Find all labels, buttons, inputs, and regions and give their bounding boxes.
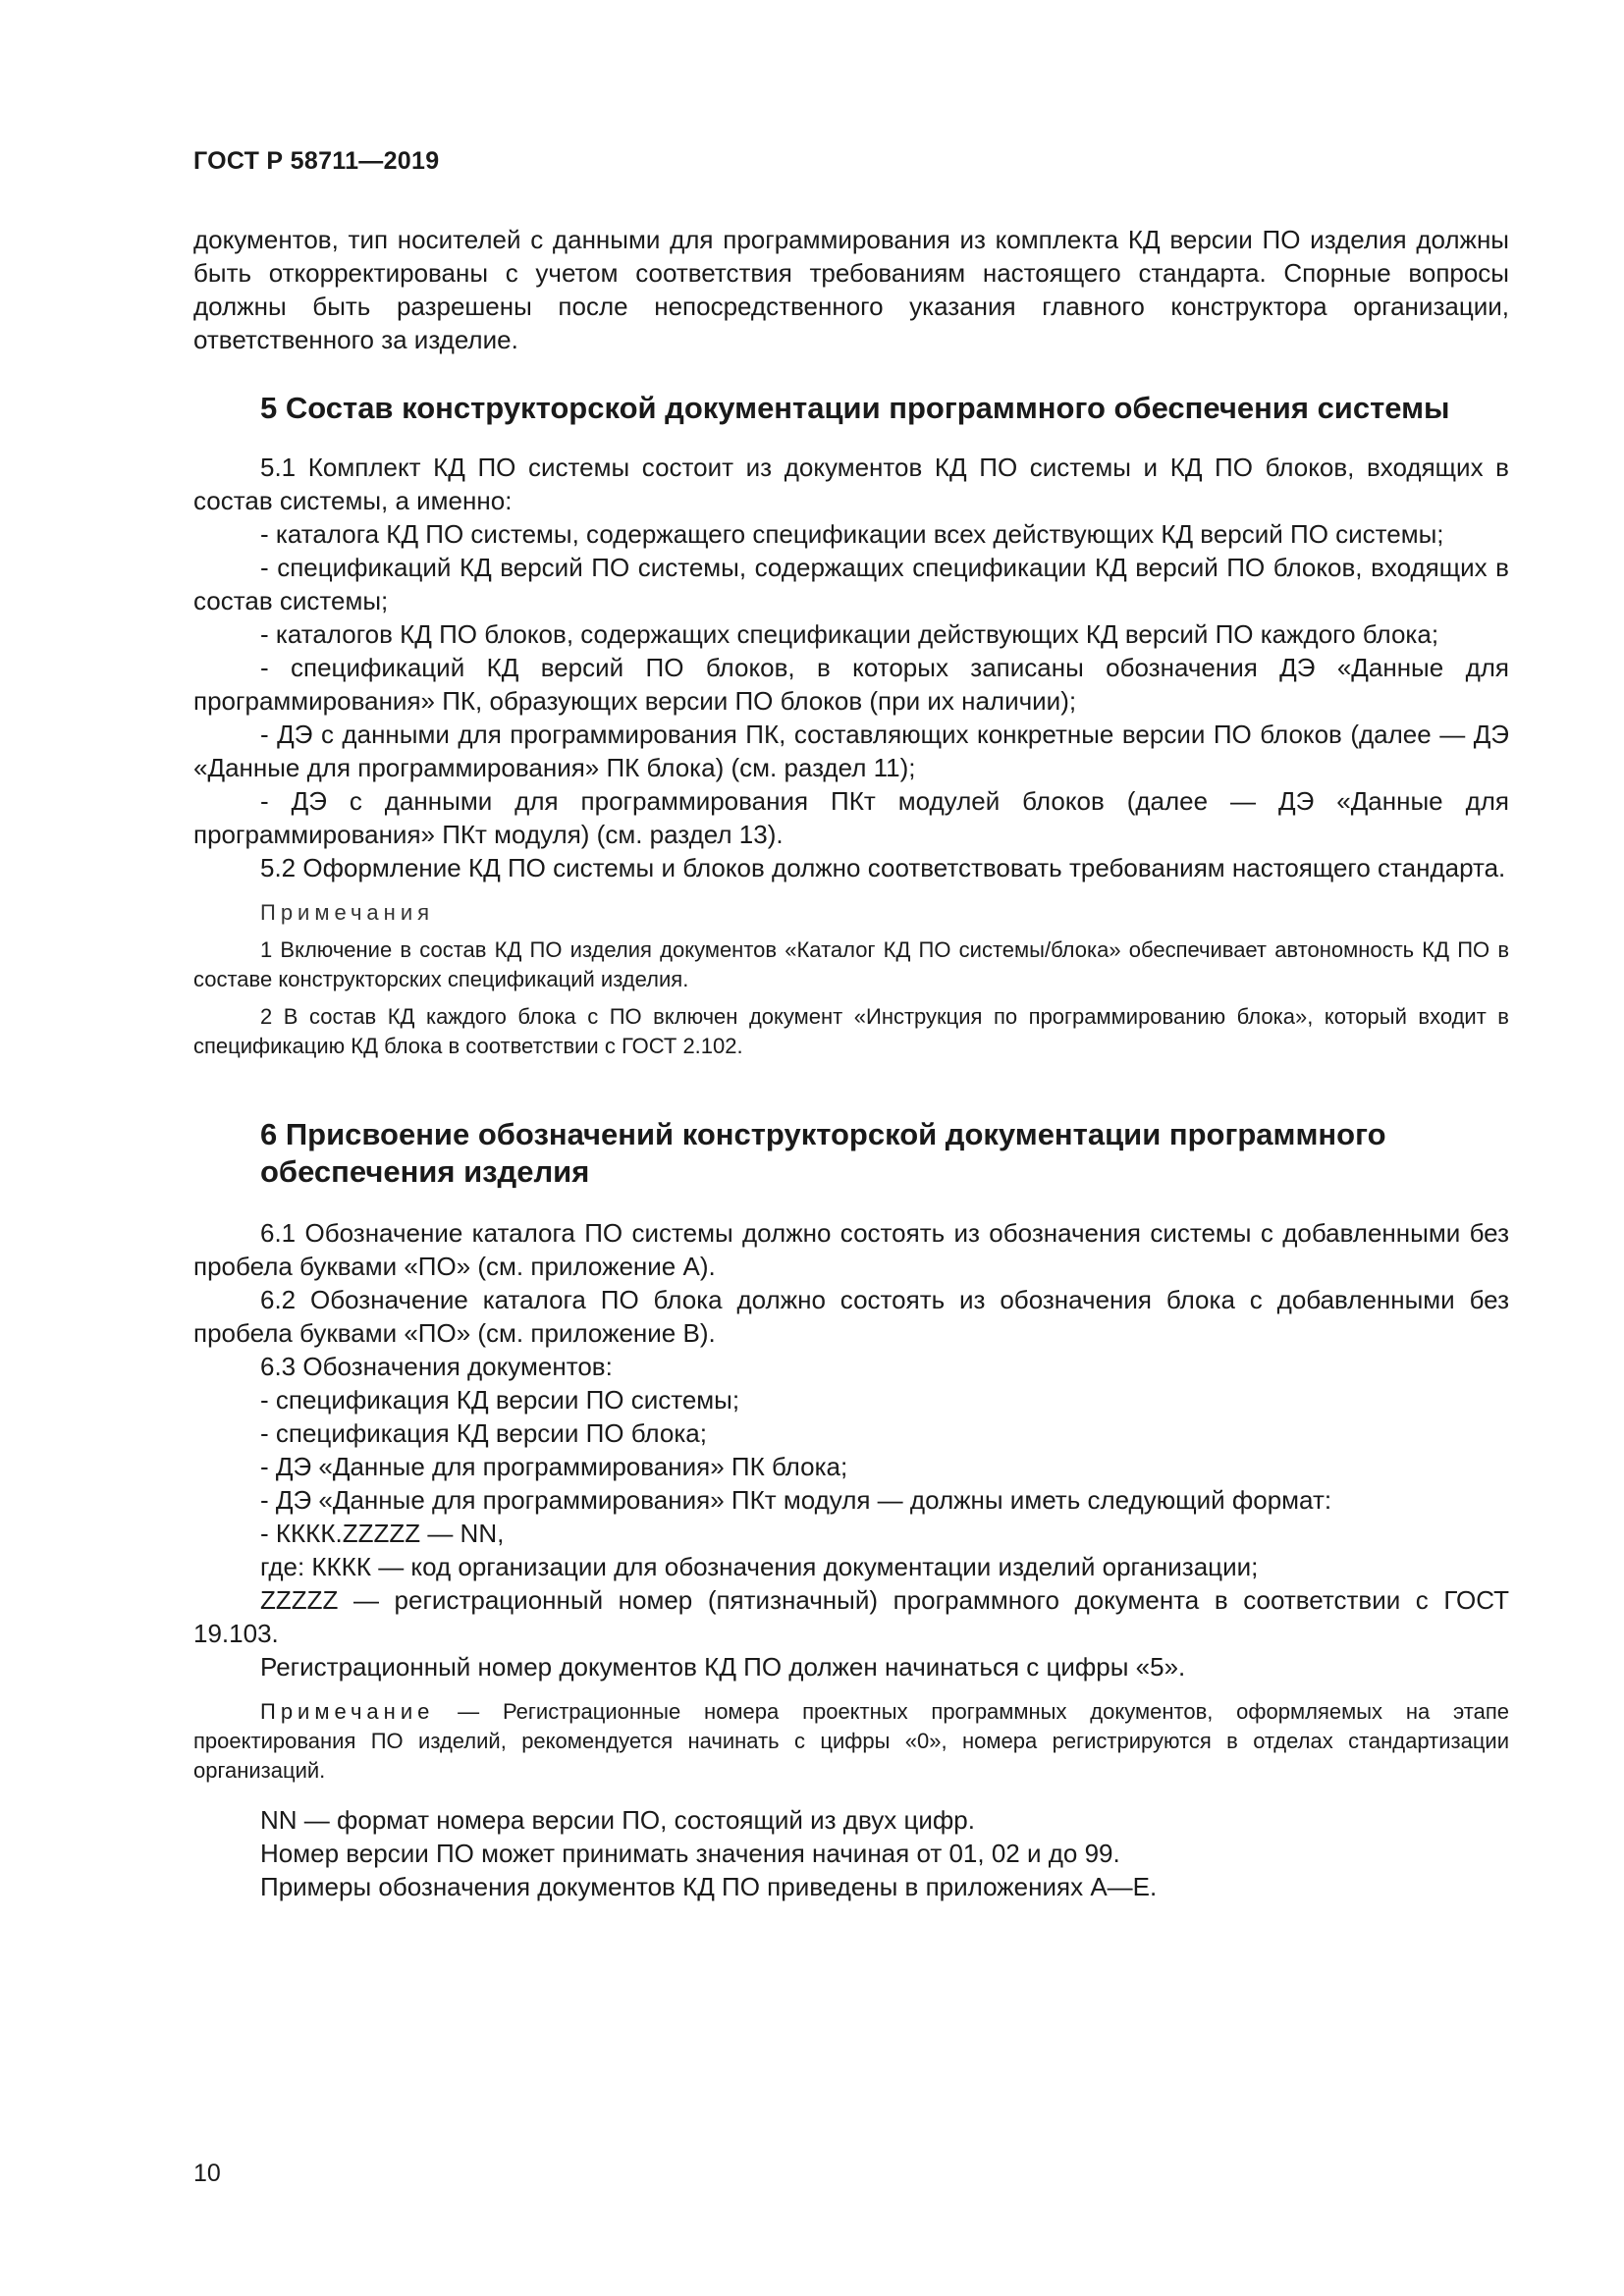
section-6-1-paragraph: 6.1 Обозначение каталога ПО системы должно состоять из обозначения системы с добавленными без пробела буквами «ПО» (см. приложение А). [193,1218,1509,1281]
examples-paragraph: Примеры обозначения документов КД ПО приведены в приложениях А—Е. [260,1872,1158,1901]
section-5-list-item: - спецификаций КД версий ПО системы, содержащих спецификации КД версий ПО блоков, входящих в состав системы; [193,553,1509,615]
section-5-list-item: - ДЭ с данными для программирования ПКт модулей блоков (далее — ДЭ «Данные для программирования» ПКт модуля) (см. раздел 13). [193,786,1509,849]
section-5-2-paragraph: 5.2 Оформление КД ПО системы и блоков должно соответствовать требованиям настоящего стандарта. [260,853,1506,882]
version-paragraph: Номер версии ПО может принимать значения начиная от 01, 02 и до 99. [260,1839,1120,1868]
section-5-note: 2 В состав КД каждого блока с ПО включен документ «Инструкция по программированию блока», который входит в спецификацию КД блока в соответствии с ГОСТ 2.102. [193,1004,1509,1058]
section-5-notes-title: Примечания [260,900,435,925]
section-5-title: 5 Состав конструкторской документации программного обеспечения системы [260,391,1450,425]
section-6-list-item: - ДЭ «Данные для программирования» ПКт модуля — должны иметь следующий формат: [260,1485,1332,1515]
section-5-1-paragraph: 5.1 Комплект КД ПО системы состоит из документов КД ПО системы и КД ПО блоков, входящих в состав системы, а именно: [193,453,1509,515]
document-header: ГОСТ Р 58711—2019 [193,147,440,175]
section-6-note-label: Примечание [260,1699,435,1724]
where-number-line: ZZZZZ — регистрационный номер (пятизначный) программного документа в соответствии с ГОСТ 19.103. [193,1585,1509,1648]
section-6-list-item: - спецификация КД версии ПО блока; [260,1418,707,1448]
section-5-list-item: - спецификаций КД версий ПО блоков, в которых записаны обозначения ДЭ «Данные для программирования» ПК, образующих версии ПО блоков (при их наличии); [193,653,1509,716]
section-6-title: 6 Присвоение обозначений конструкторской документации программного обеспечения изделия [260,1117,1386,1189]
section-5-list-item: - каталогов КД ПО блоков, содержащих спецификации действующих КД версий ПО каждого блока; [260,619,1439,649]
section-6-note-text: — Регистрационные номера проектных программных документов, оформляемых на этапе проектирования ПО изделий, рекомендуется начинать с цифры «0», номера регистрируются в отделах стандартизации организаций. [193,1699,1509,1783]
section-6-note [193,1697,1509,1786]
where-code-line: где: КККК — код организации для обозначения документации изделий организации; [260,1552,1259,1581]
section-5-note: 1 Включение в состав КД ПО изделия документов «Каталог КД ПО системы/блока» обеспечивает автономность КД ПО в составе конструкторских спецификаций изделия. [193,937,1509,991]
section-6-list-item: - ДЭ «Данные для программирования» ПК блока; [260,1452,848,1481]
section-5-list-item: - каталога КД ПО системы, содержащего спецификации всех действующих КД версий ПО системы; [260,519,1444,549]
nn-paragraph: NN — формат номера версии ПО, состоящий из двух цифр. [260,1805,975,1835]
registration-paragraph: Регистрационный номер документов КД ПО должен начинаться с цифры «5». [260,1652,1186,1682]
page-number: 10 [193,2160,221,2187]
section-6-3-paragraph: 6.3 Обозначения документов: [260,1352,613,1381]
page-content [193,223,1509,1903]
section-6-list-item: - спецификация КД версии ПО системы; [260,1385,740,1415]
intro-paragraph: документов, тип носителей с данными для программирования из комплекта КД версии ПО изделия должны быть откорректированы с учетом соответствия требованиям настоящего стандарта. Спорные вопросы должны быть разрешены после непосредственного указания главного конструктора организации, ответственного за изделие. [193,225,1509,354]
section-6-list-item: - КККК.ZZZZZ — NN, [260,1519,505,1548]
section-6-2-paragraph: 6.2 Обозначение каталога ПО блока должно состоять из обозначения блока с добавленными без пробела буквами «ПО» (см. приложение В). [193,1285,1509,1348]
section-5-list-item: - ДЭ с данными для программирования ПК, составляющих конкретные версии ПО блоков (далее — ДЭ «Данные для программирования» ПК блока) (см. раздел 11); [193,720,1509,782]
